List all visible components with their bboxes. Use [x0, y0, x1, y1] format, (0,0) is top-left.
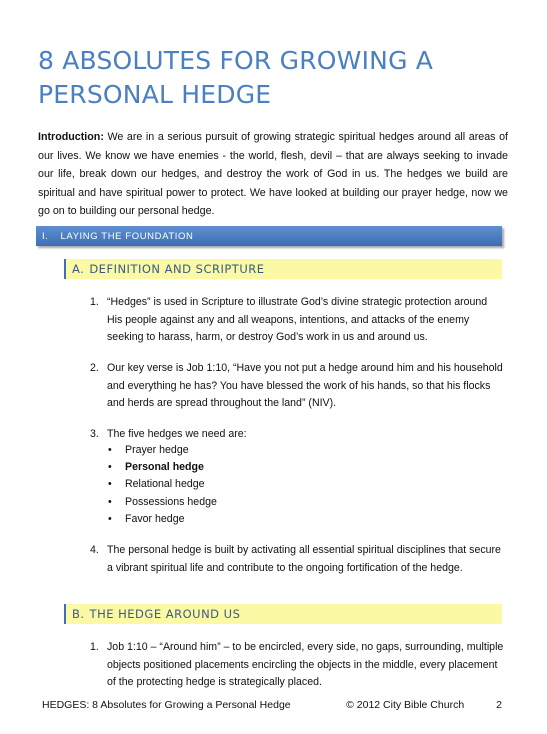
list-item-number: 1. [90, 296, 99, 308]
bullet-item: • Relational hedge [108, 476, 217, 493]
bullet-icon: • [108, 461, 112, 474]
subsection-heading-hedge-around-us [64, 604, 502, 624]
bullet-icon: • [108, 444, 112, 456]
section-heading-laying-foundation [36, 226, 502, 246]
bullet-item: • Possessions hedge [108, 494, 217, 511]
bullet-item: • Favor hedge [108, 511, 217, 528]
subsection-letter: B. [72, 607, 85, 621]
introduction-label: Introduction: [38, 131, 104, 143]
list-item-text: “Hedges” is used in Scripture to illustrate God’s divine strategic protection around His people against any and all weapons, intentions, and attacks of the enemy seeking to harass, harm, or destroy God’s work in us and around us. [107, 296, 488, 344]
list-item-text: Job 1:10 – “Around him” – to be encircled, every side, no gaps, surrounding, multiple objects positioned placements encircling the objects in the middle, every placement of the protecting hedge is strategically placed. [107, 641, 504, 689]
bullet-icon: • [108, 512, 112, 525]
list-item-text: The personal hedge is built by activating all essential spiritual disciplines that secure a vibrant spiritual life and contribute to the ongoing fortification of the hedge. [107, 544, 501, 574]
hedges-bullet-list [108, 442, 217, 528]
footer-copyright: © 2012 City Bible Church [346, 699, 465, 711]
subsection-label: THE HEDGE AROUND US [89, 607, 241, 621]
bullet-item: • Prayer hedge [108, 442, 217, 459]
list-item [90, 360, 505, 413]
list-item-text: Our key verse is Job 1:10, “Have you not put a hedge around him and his household and everything he has? You have blessed the work of his hands, so that his flocks and herds are spread throughout the land” (NIV). [107, 362, 503, 410]
list-item [90, 294, 505, 347]
subsection-label: DEFINITION AND SCRIPTURE [89, 262, 265, 276]
section-label: LAYING THE FOUNDATION [60, 230, 194, 242]
list-item [90, 426, 505, 444]
list-item-number: 2. [90, 362, 99, 374]
page-title [38, 44, 518, 112]
introduction-paragraph [38, 128, 508, 221]
subsection-letter: A. [72, 262, 85, 276]
list-item [90, 542, 505, 577]
introduction-text: We are in a serious pursuit of growing strategic spiritual hedges around all areas of our lives. We know we have enemies - the world, flesh, devil – that are always seeking to invade our life, break down our hedges, and destroy the work of God in us. The hedges we build are spiritual and have spiritual power to protect. We have looked at building our prayer hedge, now we go on to building our personal hedge. [38, 131, 508, 218]
list-item-number: 3. [90, 428, 99, 440]
bullet-icon: • [108, 495, 112, 508]
footer-page-number: 2 [496, 699, 502, 711]
page-footer [42, 699, 502, 711]
title-line-2: PERSONAL HEDGE [38, 80, 272, 109]
subsection-heading-definition [64, 259, 502, 279]
title-line-1: 8 ABSOLUTES FOR GROWING A [38, 46, 434, 75]
list-item [90, 639, 505, 692]
list-item-text: The five hedges we need are: [107, 428, 247, 440]
list-item-number: 4. [90, 544, 99, 556]
section-number: I. [42, 230, 49, 242]
bullet-icon: • [108, 478, 112, 491]
footer-document-title: HEDGES: 8 Absolutes for Growing a Personal Hedge [42, 699, 291, 711]
bullet-item: • Personal hedge [108, 459, 217, 476]
list-item-number: 1. [90, 641, 99, 653]
